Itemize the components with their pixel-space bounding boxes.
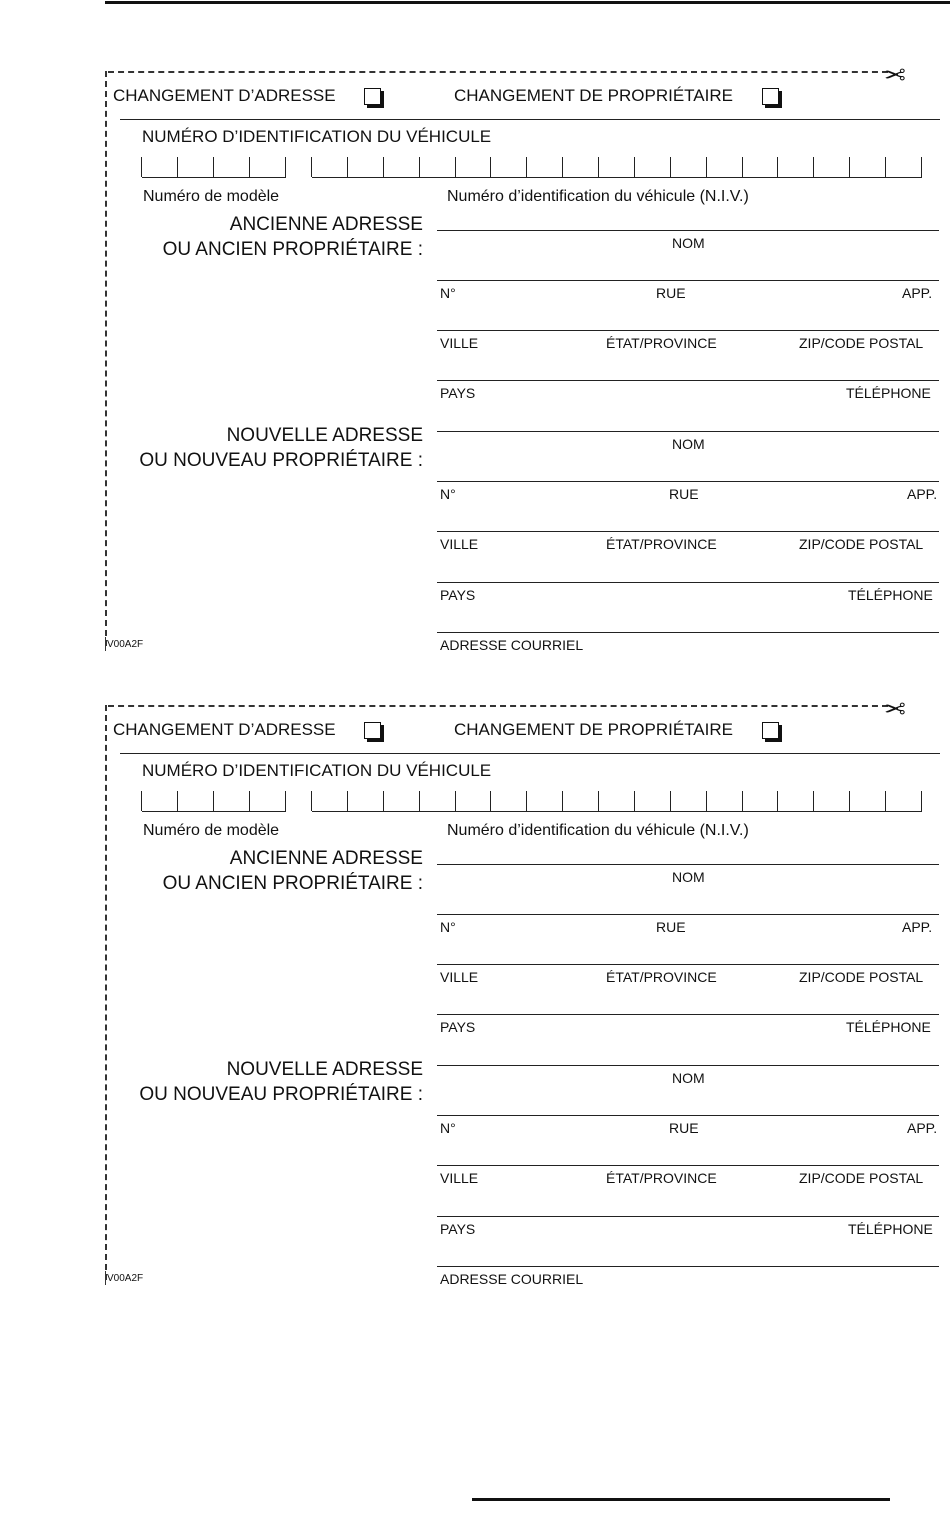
new-city-line[interactable] xyxy=(437,1165,939,1166)
new-owner-title xyxy=(93,1057,423,1107)
old-tel-label: TÉLÉPHONE xyxy=(846,1019,931,1035)
char-cell-divider xyxy=(455,157,456,177)
new-owner-title-line-1: NOUVELLE ADRESSE xyxy=(226,1059,423,1080)
change-owner-label: CHANGEMENT DE PROPRIÉTAIRE xyxy=(454,720,733,739)
old-pays-label: PAYS xyxy=(440,385,476,401)
new-etat-label: ÉTAT/PROVINCE xyxy=(606,536,717,552)
header-divider xyxy=(120,119,940,120)
new-name-line[interactable] xyxy=(437,431,939,432)
vin-section-title: NUMÉRO D’IDENTIFICATION DU VÉHICULE xyxy=(142,127,492,146)
new-owner-title-line-1: NOUVELLE ADRESSE xyxy=(226,425,423,446)
char-cell-divider xyxy=(490,157,491,177)
old-nom-label: NOM xyxy=(672,869,705,885)
email-label: ADRESSE COURRIEL xyxy=(440,637,584,653)
old-owner-title-line-1: ANCIENNE ADRESSE xyxy=(229,214,423,235)
char-cell-divider xyxy=(383,157,384,177)
old-country-line[interactable] xyxy=(437,1014,939,1015)
char-cell-divider xyxy=(249,791,250,811)
vin-boxes[interactable] xyxy=(312,791,922,812)
char-cell-divider xyxy=(455,791,456,811)
email-label: ADRESSE COURRIEL xyxy=(440,1271,584,1287)
new-zip-label: ZIP/CODE POSTAL xyxy=(799,1170,924,1186)
new-no-label: N° xyxy=(440,486,456,502)
old-ville-label: VILLE xyxy=(440,969,479,985)
cut-line-top xyxy=(108,705,888,707)
new-country-line[interactable] xyxy=(437,1216,939,1217)
char-cell-divider xyxy=(813,157,814,177)
char-cell-divider xyxy=(670,791,671,811)
new-pays-label: PAYS xyxy=(440,587,476,603)
cut-line-left xyxy=(105,705,107,1280)
char-cell-divider xyxy=(706,157,707,177)
old-country-line[interactable] xyxy=(437,380,939,381)
char-cell-divider xyxy=(921,791,922,811)
model-number-boxes[interactable] xyxy=(142,157,286,178)
new-owner-title-line-2: OU NOUVEAU PROPRIÉTAIRE : xyxy=(139,450,423,471)
email-line[interactable] xyxy=(437,1266,939,1267)
model-number-label: Numéro de modèle xyxy=(143,822,280,839)
new-rue-label: RUE xyxy=(669,486,699,502)
new-ville-label: VILLE xyxy=(440,536,479,552)
old-city-line[interactable] xyxy=(437,964,939,965)
new-nom-label: NOM xyxy=(672,436,705,452)
char-cell-divider xyxy=(213,157,214,177)
char-cell-divider xyxy=(742,791,743,811)
new-no-label: N° xyxy=(440,1120,456,1136)
old-name-line[interactable] xyxy=(437,864,939,865)
char-cell-divider xyxy=(670,157,671,177)
old-owner-title-line-2: OU ANCIEN PROPRIÉTAIRE : xyxy=(162,873,423,894)
new-app-label: APP. xyxy=(907,1120,938,1136)
vin-boxes[interactable] xyxy=(312,157,922,178)
char-cell-divider xyxy=(849,157,850,177)
change-address-label: CHANGEMENT D’ADRESSE xyxy=(113,86,336,105)
old-nom-label: NOM xyxy=(672,235,705,251)
change-owner-label: CHANGEMENT DE PROPRIÉTAIRE xyxy=(454,86,733,105)
cut-line-top xyxy=(108,71,888,73)
char-cell-divider xyxy=(347,157,348,177)
bottom-rule xyxy=(472,1498,890,1501)
char-cell-divider xyxy=(177,791,178,811)
char-cell-divider xyxy=(490,791,491,811)
coupon-2 xyxy=(0,693,950,1305)
old-city-line[interactable] xyxy=(437,330,939,331)
cut-line-left xyxy=(105,71,107,646)
model-number-boxes[interactable] xyxy=(142,791,286,812)
char-cell-divider xyxy=(311,157,312,177)
char-cell-divider xyxy=(526,157,527,177)
old-rue-label: RUE xyxy=(656,285,686,301)
form-code: V00A2F xyxy=(107,639,144,650)
char-cell-divider xyxy=(285,791,286,811)
change-owner-checkbox[interactable] xyxy=(762,722,779,739)
char-cell-divider xyxy=(777,157,778,177)
char-cell-divider xyxy=(849,791,850,811)
vin-label: Numéro d’identification du véhicule (N.I.V.) xyxy=(447,188,749,205)
new-app-label: APP. xyxy=(907,486,938,502)
new-owner-title xyxy=(93,423,423,473)
char-cell-divider xyxy=(347,791,348,811)
new-ville-label: VILLE xyxy=(440,1170,479,1186)
old-name-line[interactable] xyxy=(437,230,939,231)
old-rue-label: RUE xyxy=(656,919,686,935)
char-cell-divider xyxy=(526,791,527,811)
vin-label: Numéro d’identification du véhicule (N.I.V.) xyxy=(447,822,749,839)
old-etat-label: ÉTAT/PROVINCE xyxy=(606,335,717,351)
new-country-line[interactable] xyxy=(437,582,939,583)
scissors-icon: ✂ xyxy=(884,59,906,89)
model-number-label: Numéro de modèle xyxy=(143,188,280,205)
old-street-line[interactable] xyxy=(437,280,939,281)
char-cell-divider xyxy=(813,791,814,811)
new-rue-label: RUE xyxy=(669,1120,699,1136)
form-code: V00A2F xyxy=(107,1273,144,1284)
new-zip-label: ZIP/CODE POSTAL xyxy=(799,536,924,552)
change-owner-checkbox[interactable] xyxy=(762,88,779,105)
old-app-label: APP. xyxy=(902,285,933,301)
new-tel-label: TÉLÉPHONE xyxy=(848,587,933,603)
char-cell-divider xyxy=(419,791,420,811)
coupon-1 xyxy=(0,59,950,671)
old-owner-title xyxy=(93,212,423,262)
char-cell-divider xyxy=(249,157,250,177)
char-cell-divider xyxy=(311,791,312,811)
old-owner-title xyxy=(93,846,423,896)
new-tel-label: TÉLÉPHONE xyxy=(848,1221,933,1237)
header-divider xyxy=(120,753,940,754)
char-cell-divider xyxy=(383,791,384,811)
old-street-line[interactable] xyxy=(437,914,939,915)
top-rule xyxy=(105,1,950,4)
old-ville-label: VILLE xyxy=(440,335,479,351)
form-code-bar xyxy=(105,637,106,651)
char-cell-divider xyxy=(419,157,420,177)
new-nom-label: NOM xyxy=(672,1070,705,1086)
change-address-checkbox[interactable] xyxy=(364,722,381,739)
new-name-line[interactable] xyxy=(437,1065,939,1066)
char-cell-divider xyxy=(562,157,563,177)
email-line[interactable] xyxy=(437,632,939,633)
old-tel-label: TÉLÉPHONE xyxy=(846,385,931,401)
char-cell-divider xyxy=(177,157,178,177)
old-etat-label: ÉTAT/PROVINCE xyxy=(606,969,717,985)
new-owner-title-line-2: OU NOUVEAU PROPRIÉTAIRE : xyxy=(139,1084,423,1105)
old-pays-label: PAYS xyxy=(440,1019,476,1035)
new-pays-label: PAYS xyxy=(440,1221,476,1237)
change-address-checkbox[interactable] xyxy=(364,88,381,105)
char-cell-divider xyxy=(885,791,886,811)
char-cell-divider xyxy=(285,157,286,177)
change-address-label: CHANGEMENT D’ADRESSE xyxy=(113,720,336,739)
form-code-bar xyxy=(105,1271,106,1285)
char-cell-divider xyxy=(598,157,599,177)
old-owner-title-line-2: OU ANCIEN PROPRIÉTAIRE : xyxy=(162,239,423,260)
char-cell-divider xyxy=(634,157,635,177)
new-street-line[interactable] xyxy=(437,481,939,482)
char-cell-divider xyxy=(598,791,599,811)
char-cell-divider xyxy=(562,791,563,811)
old-no-label: N° xyxy=(440,285,456,301)
char-cell-divider xyxy=(634,791,635,811)
new-city-line[interactable] xyxy=(437,531,939,532)
old-zip-label: ZIP/CODE POSTAL xyxy=(799,335,924,351)
char-cell-divider xyxy=(213,791,214,811)
old-zip-label: ZIP/CODE POSTAL xyxy=(799,969,924,985)
char-cell-divider xyxy=(885,157,886,177)
old-no-label: N° xyxy=(440,919,456,935)
old-owner-title-line-1: ANCIENNE ADRESSE xyxy=(229,848,423,869)
vin-section-title: NUMÉRO D’IDENTIFICATION DU VÉHICULE xyxy=(142,761,492,780)
new-etat-label: ÉTAT/PROVINCE xyxy=(606,1170,717,1186)
char-cell-divider xyxy=(777,791,778,811)
char-cell-divider xyxy=(742,157,743,177)
char-cell-divider xyxy=(921,157,922,177)
new-street-line[interactable] xyxy=(437,1115,939,1116)
scissors-icon: ✂ xyxy=(884,693,906,723)
char-cell-divider xyxy=(141,157,142,177)
old-app-label: APP. xyxy=(902,919,933,935)
char-cell-divider xyxy=(141,791,142,811)
char-cell-divider xyxy=(706,791,707,811)
